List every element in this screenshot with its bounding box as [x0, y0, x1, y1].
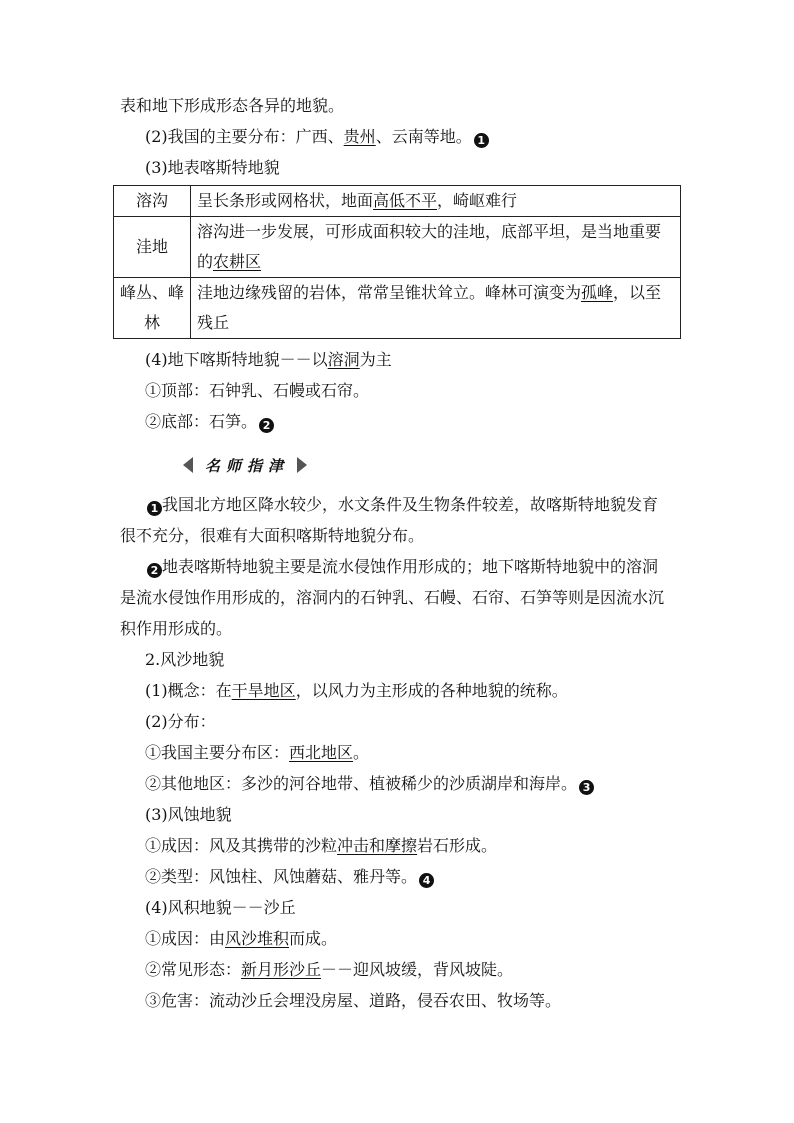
tip-2-line-2: 是流水侵蚀作用形成的，溶洞内的石钟乳、石幔、石帘、石笋等则是因流水沉	[120, 588, 665, 607]
note-marker-1: 1	[147, 501, 162, 516]
table-row	[114, 278, 681, 339]
tip-2-line-3: 积作用形成的。	[120, 619, 233, 638]
tip-1-line-1: 1 我国北方地区降水较少，水文条件及生物条件较差，故喀斯特地貌发育	[145, 495, 658, 516]
aeolian-heading: 2.风沙地貌	[145, 650, 225, 669]
table-cell-name: 溶沟	[114, 186, 191, 217]
note-marker-2: 2	[259, 418, 274, 433]
note-marker-3: 3	[579, 780, 594, 795]
wind-deposit-heading: (4)风积地貌－－沙丘	[145, 898, 296, 917]
wind-deposit-cause: ①成因：由风沙堆积而成。	[145, 929, 338, 948]
teacher-tips-banner	[183, 454, 307, 476]
aeolian-distribution-other: ②其他地区：多沙的河谷地带、植被稀少的沙质湖岸和海岸。 3	[145, 774, 594, 795]
wind-erosion-types: ②类型：风蚀柱、风蚀蘑菇、雅丹等。 4	[145, 867, 434, 888]
tip-1-line-2: 很不充分，很难有大面积喀斯特地貌分布。	[120, 526, 425, 545]
surface-karst-heading: (3)地表喀斯特地貌	[145, 158, 280, 177]
right-triangle-icon	[297, 457, 307, 473]
table-cell-name: 峰丛、峰 林	[114, 278, 191, 339]
cave-top: ①顶部：石钟乳、石幔或石帘。	[145, 381, 370, 400]
cave-bottom: ②底部：石笋。 2	[145, 412, 274, 433]
dune-harm: ③危害：流动沙丘会埋没房屋、道路，侵吞农田、牧场等。	[145, 991, 562, 1010]
table-row	[114, 217, 681, 278]
note-marker-1: 1	[474, 133, 489, 148]
wind-erosion-cause: ①成因：风及其携带的沙粒冲击和摩擦岩石形成。	[145, 836, 498, 855]
wind-erosion-heading: (3)风蚀地貌	[145, 805, 232, 824]
karst-distribution: (2)我国的主要分布：广西、贵州、云南等地。 1	[145, 127, 489, 148]
table-cell-desc: 洼地边缘残留的岩体，常常呈锥状耸立。峰林可演变为孤峰，以至 残丘	[191, 278, 681, 339]
table-cell-desc: 呈长条形或网格状，地面高低不平，崎岖难行	[191, 186, 681, 217]
underground-karst-heading: (4)地下喀斯特地貌－－以溶洞为主	[145, 350, 392, 369]
table-row	[114, 186, 681, 217]
table-cell-desc: 溶沟进一步发展，可形成面积较大的洼地，底部平坦，是当地重要 的农耕区	[191, 217, 681, 278]
left-triangle-icon	[183, 457, 193, 473]
table-cell-name: 洼地	[114, 217, 191, 278]
note-marker-2: 2	[147, 563, 162, 578]
banner-title: 名师指津	[205, 456, 290, 475]
surface-karst-table	[113, 185, 681, 339]
note-marker-4: 4	[419, 873, 434, 888]
guizhou-underlined: 贵州	[343, 127, 376, 146]
aeolian-distribution-china: ①我国主要分布区：西北地区。	[145, 743, 370, 762]
aeolian-concept: (1)概念：在干旱地区，以风力为主形成的各种地貌的统称。	[145, 681, 568, 700]
aeolian-distribution-heading: (2)分布：	[145, 712, 216, 731]
dune-shape: ②常见形态：新月形沙丘－－迎风坡缓，背风坡陡。	[145, 960, 514, 979]
karst-intro-continuation: 表和地下形成形态各异的地貌。	[120, 96, 345, 115]
tip-2-line-1: 2 地表喀斯特地貌主要是流水侵蚀作用形成的；地下喀斯特地貌中的溶洞	[145, 557, 658, 578]
